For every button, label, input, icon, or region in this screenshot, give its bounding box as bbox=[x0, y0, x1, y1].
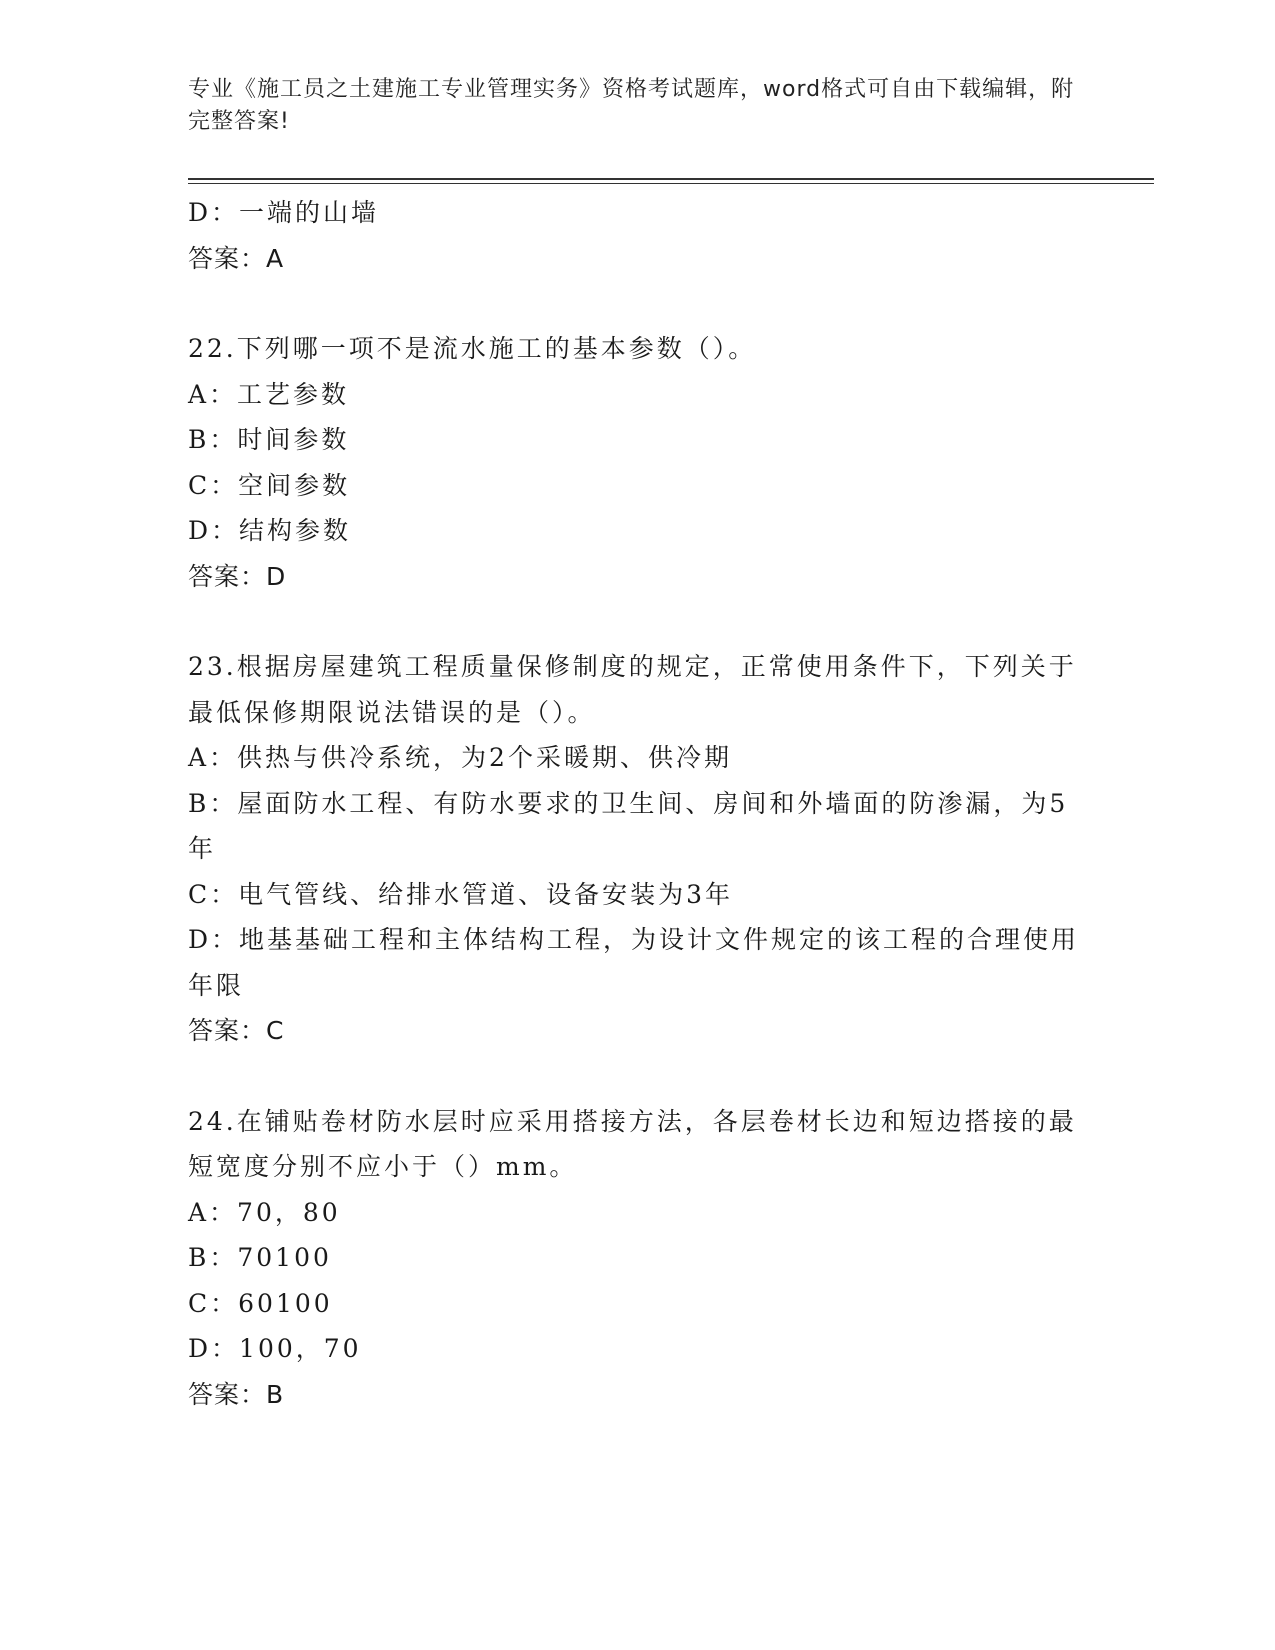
answer-line: 答案：A bbox=[188, 243, 285, 273]
option-a: A：供热与供冷系统，为2个采暖期、供冷期 bbox=[188, 743, 732, 772]
question-21-tail bbox=[188, 190, 1088, 281]
option-c: C：空间参数 bbox=[188, 470, 351, 500]
option-c: C：电气管线、给排水管道、设备安装为3年 bbox=[188, 879, 734, 909]
option-a: A：工艺参数 bbox=[188, 379, 350, 409]
document-header: 专业《施工员之土建施工专业管理实务》资格考试题库，word格式可自由下载编辑，附完整答案! bbox=[188, 77, 1075, 134]
question-24 bbox=[188, 1099, 1088, 1418]
option-c: C：60100 bbox=[188, 1288, 333, 1318]
question-list bbox=[188, 190, 1088, 1417]
spacer bbox=[188, 1054, 1088, 1099]
question-23 bbox=[188, 644, 1088, 1054]
question-stem: 22.下列哪一项不是流水施工的基本参数（）。 bbox=[188, 334, 757, 363]
spacer bbox=[188, 281, 1088, 326]
question-22 bbox=[188, 326, 1088, 599]
option-d: D：一端的山墙 bbox=[188, 198, 380, 227]
option-b: B：时间参数 bbox=[188, 425, 350, 454]
question-stem: 24.在铺贴卷材防水层时应采用搭接方法，各层卷材长边和短边搭接的最短宽度分别不应小于（）mm。 bbox=[188, 1106, 1077, 1181]
option-b: B：屋面防水工程、有防水要求的卫生间、房间和外墙面的防渗漏，为5年 bbox=[188, 788, 1069, 863]
option-d: D：地基基础工程和主体结构工程，为设计文件规定的该工程的合理使用年限 bbox=[188, 925, 1080, 1000]
answer-line: 答案：D bbox=[188, 561, 287, 591]
option-d: D：结构参数 bbox=[188, 516, 352, 545]
question-stem: 23.根据房屋建筑工程质量保修制度的规定，正常使用条件下，下列关于最低保修期限说法错误的是（）。 bbox=[188, 652, 1077, 727]
answer-line: 答案：B bbox=[188, 1379, 285, 1409]
header-divider-thin bbox=[188, 183, 1154, 184]
spacer bbox=[188, 599, 1088, 644]
option-a: A：70，80 bbox=[188, 1197, 341, 1227]
option-b: B：70100 bbox=[188, 1243, 332, 1272]
option-d: D：100，70 bbox=[188, 1334, 362, 1363]
answer-line: 答案：C bbox=[188, 1016, 285, 1045]
header-divider-thick bbox=[188, 178, 1154, 180]
